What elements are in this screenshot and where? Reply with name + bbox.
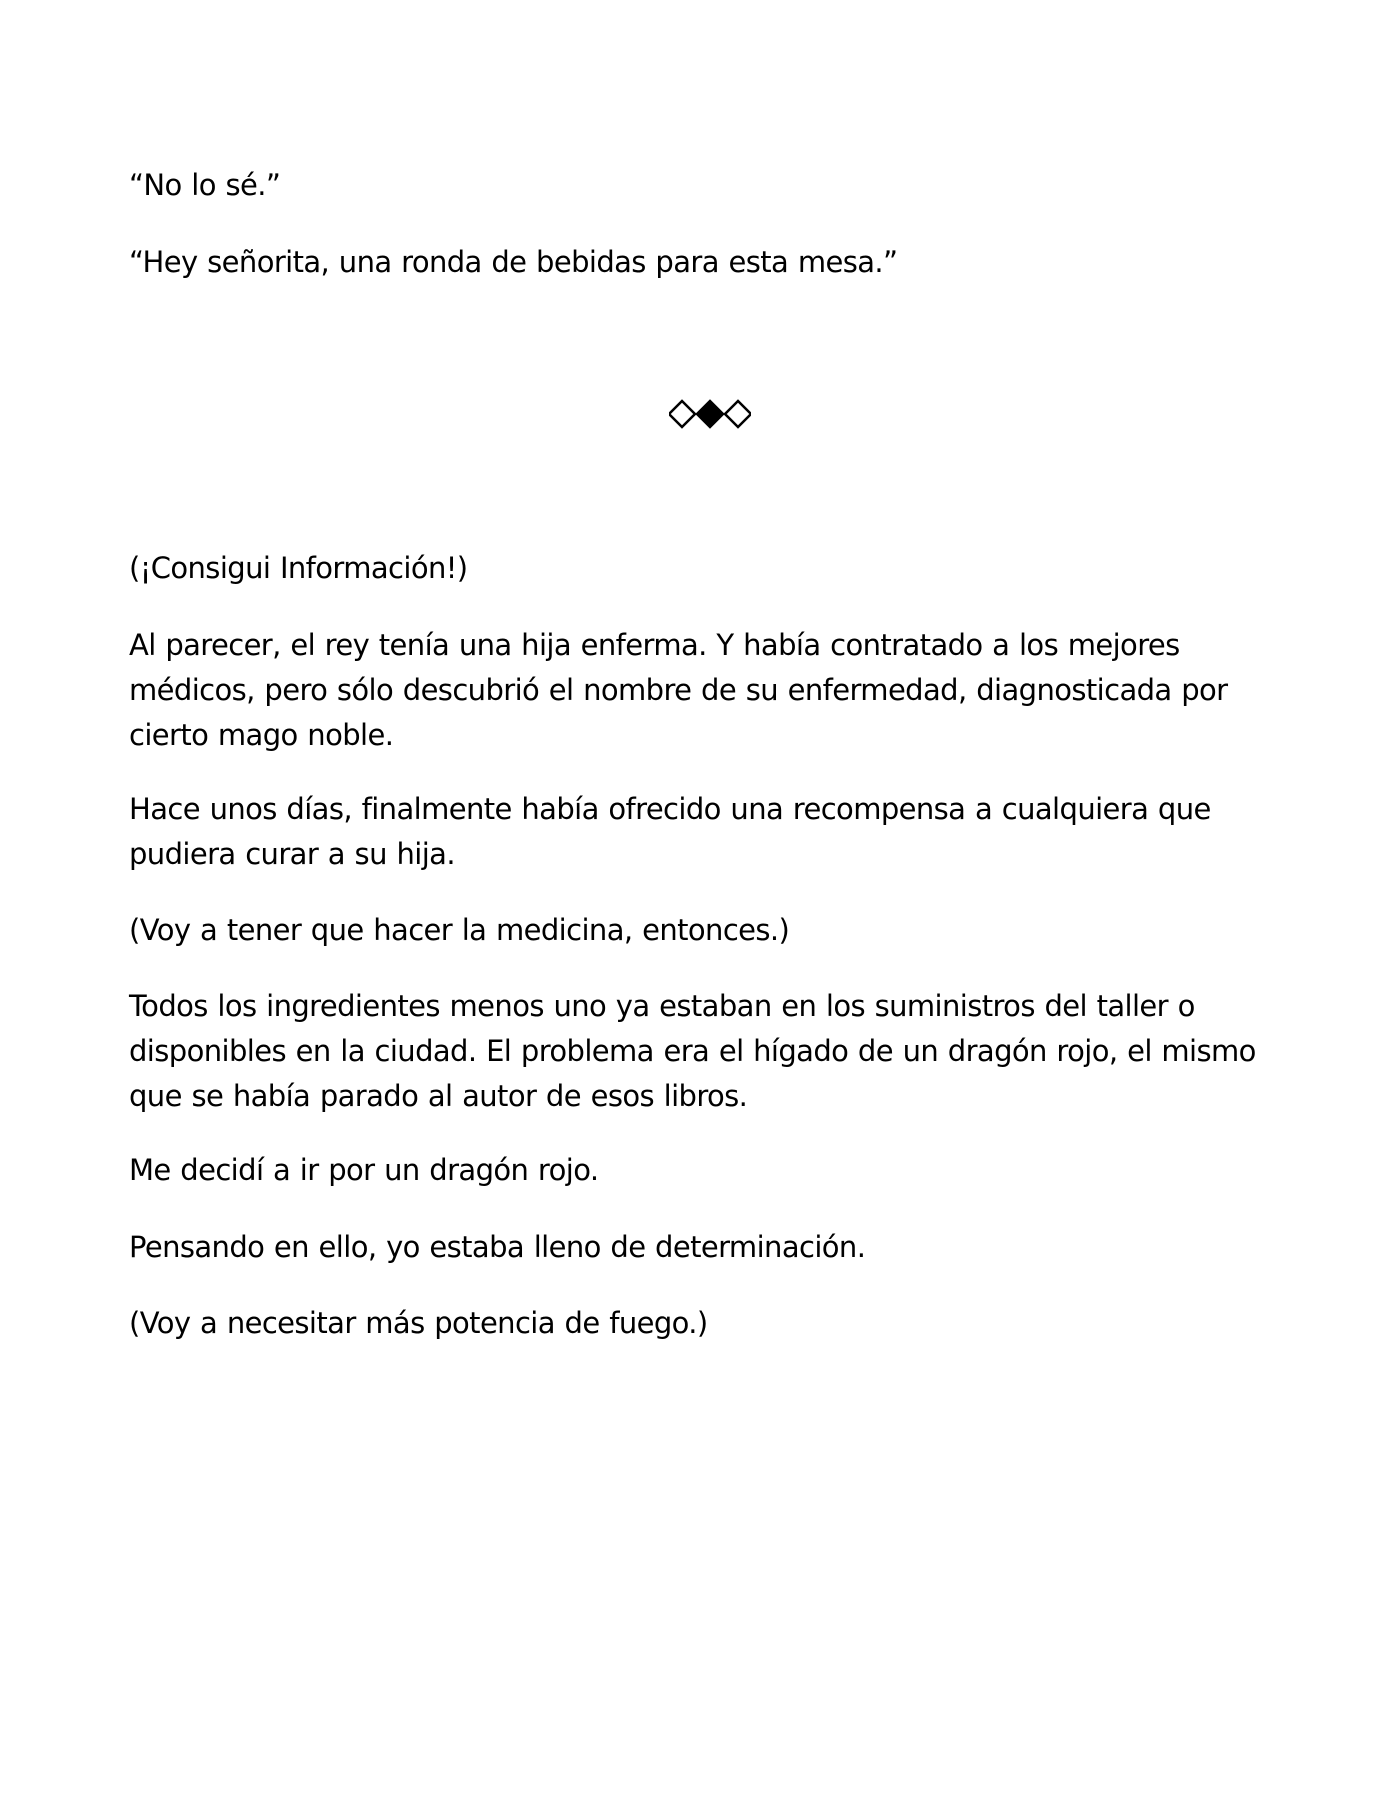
paragraph: (¡Consigui Información!) — [129, 551, 468, 585]
paragraph: Me decidí a ir por un dragón rojo. — [129, 1153, 599, 1187]
diamond-separator-icon — [669, 398, 751, 430]
paragraph: Todos los ingredientes menos uno ya estaban en los suministros del taller o disponibles en la ciudad. El problema era el hígado de un dragón rojo, el mismo que se había parado al autor de esos libros. — [129, 989, 1256, 1113]
paragraph: Pensando en ello, yo estaba lleno de determinación. — [129, 1230, 866, 1264]
dialogue-line: “No lo sé.” — [129, 168, 281, 202]
paragraph: (Voy a tener que hacer la medicina, entonces.) — [129, 913, 790, 947]
paragraph: Al parecer, el rey tenía una hija enferma. Y había contratado a los mejores médicos, pero sólo descubrió el nombre de su enfermedad, diagnosticada por cierto mago noble. — [129, 628, 1228, 752]
dialogue-line: “Hey señorita, una ronda de bebidas para esta mesa.” — [129, 245, 898, 279]
paragraph: Hace unos días, finalmente había ofrecido una recompensa a cualquiera que pudiera curar a su hija. — [129, 792, 1211, 871]
paragraph: (Voy a necesitar más potencia de fuego.) — [129, 1306, 708, 1340]
